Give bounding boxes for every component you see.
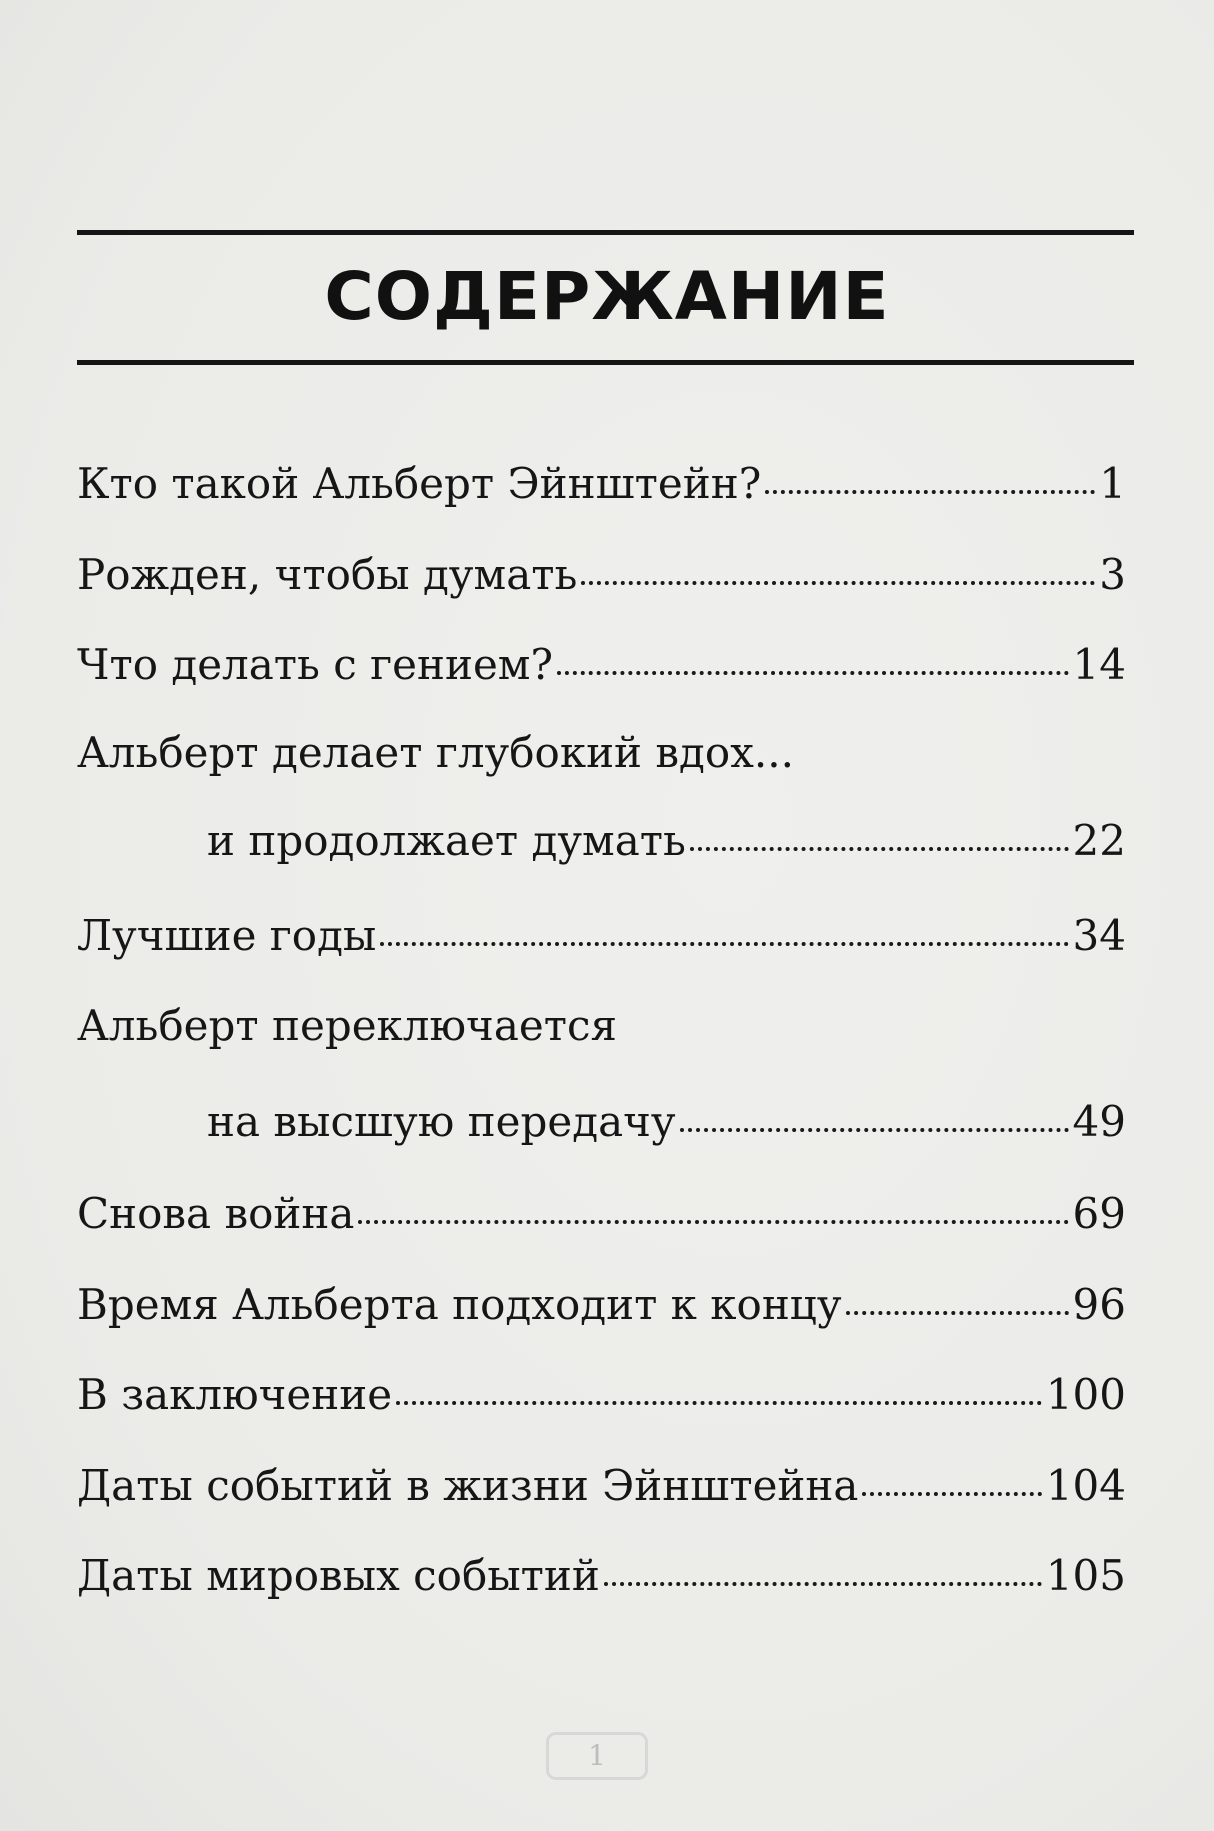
dot-leader [380,942,1068,946]
toc-entry[interactable] [77,456,1126,512]
toc-entry-title: Лучшие годы [77,911,377,960]
toc-entry-page: 3 [1099,550,1126,599]
toc-entry-title-line1[interactable]: Альберт делает глубокий вдох... [77,728,794,777]
dot-leader [581,581,1095,585]
toc-entry-title: Снова война [77,1189,355,1238]
toc-entry-title: Что делать с гением? [77,640,553,689]
dot-leader [846,1311,1069,1315]
toc-entry-page: 69 [1072,1189,1126,1238]
toc-entry-page: 34 [1072,911,1126,960]
toc-entry-page: 1 [1099,459,1126,508]
toc-entry-page: 96 [1072,1280,1126,1329]
toc-entry[interactable] [77,637,1126,693]
toc-entry-title: Время Альберта подходит к концу [77,1280,842,1329]
dot-leader [358,1220,1068,1224]
toc-entry[interactable] [77,547,1126,603]
toc-entry-page: 100 [1045,1370,1126,1419]
toc-entry[interactable] [207,813,1126,869]
dot-leader [680,1128,1069,1132]
toc-entry-title-line1[interactable]: Альберт переключается [77,1001,617,1050]
toc-entry-title: В заключение [77,1370,393,1419]
toc-entry-title: Рожден, чтобы думать [77,550,578,599]
dot-leader [862,1492,1041,1496]
toc-entry[interactable] [77,1186,1126,1242]
page-number: 1 [546,1732,648,1780]
dot-leader [690,847,1069,851]
toc-entry-title: Кто такой Альберт Эйнштейн? [77,459,762,508]
toc-entry[interactable] [77,1277,1126,1333]
toc-entry-title-line2: на высшую передачу [207,1097,676,1146]
dot-leader [604,1582,1042,1586]
toc-entry[interactable] [77,1548,1126,1604]
toc-entry-title-line2: и продолжает думать [207,816,686,865]
toc-entry[interactable] [77,1458,1126,1514]
dot-leader [396,1401,1042,1405]
toc-entry[interactable] [77,1367,1126,1423]
toc-entry[interactable] [207,1094,1126,1150]
toc-entry-page: 14 [1072,640,1126,689]
toc-entry-title: Даты мировых событий [77,1551,600,1600]
toc-entry-title: Даты событий в жизни Эйнштейна [77,1461,859,1510]
toc-entry-page: 22 [1072,816,1126,865]
toc-entry-page: 49 [1072,1097,1126,1146]
dot-leader [765,490,1095,494]
contents-heading: СОДЕРЖАНИЕ [324,258,890,335]
toc-entry-page: 104 [1045,1461,1126,1510]
toc-entry-page: 105 [1045,1551,1126,1600]
dot-leader [557,671,1069,675]
toc-entry[interactable] [77,908,1126,964]
